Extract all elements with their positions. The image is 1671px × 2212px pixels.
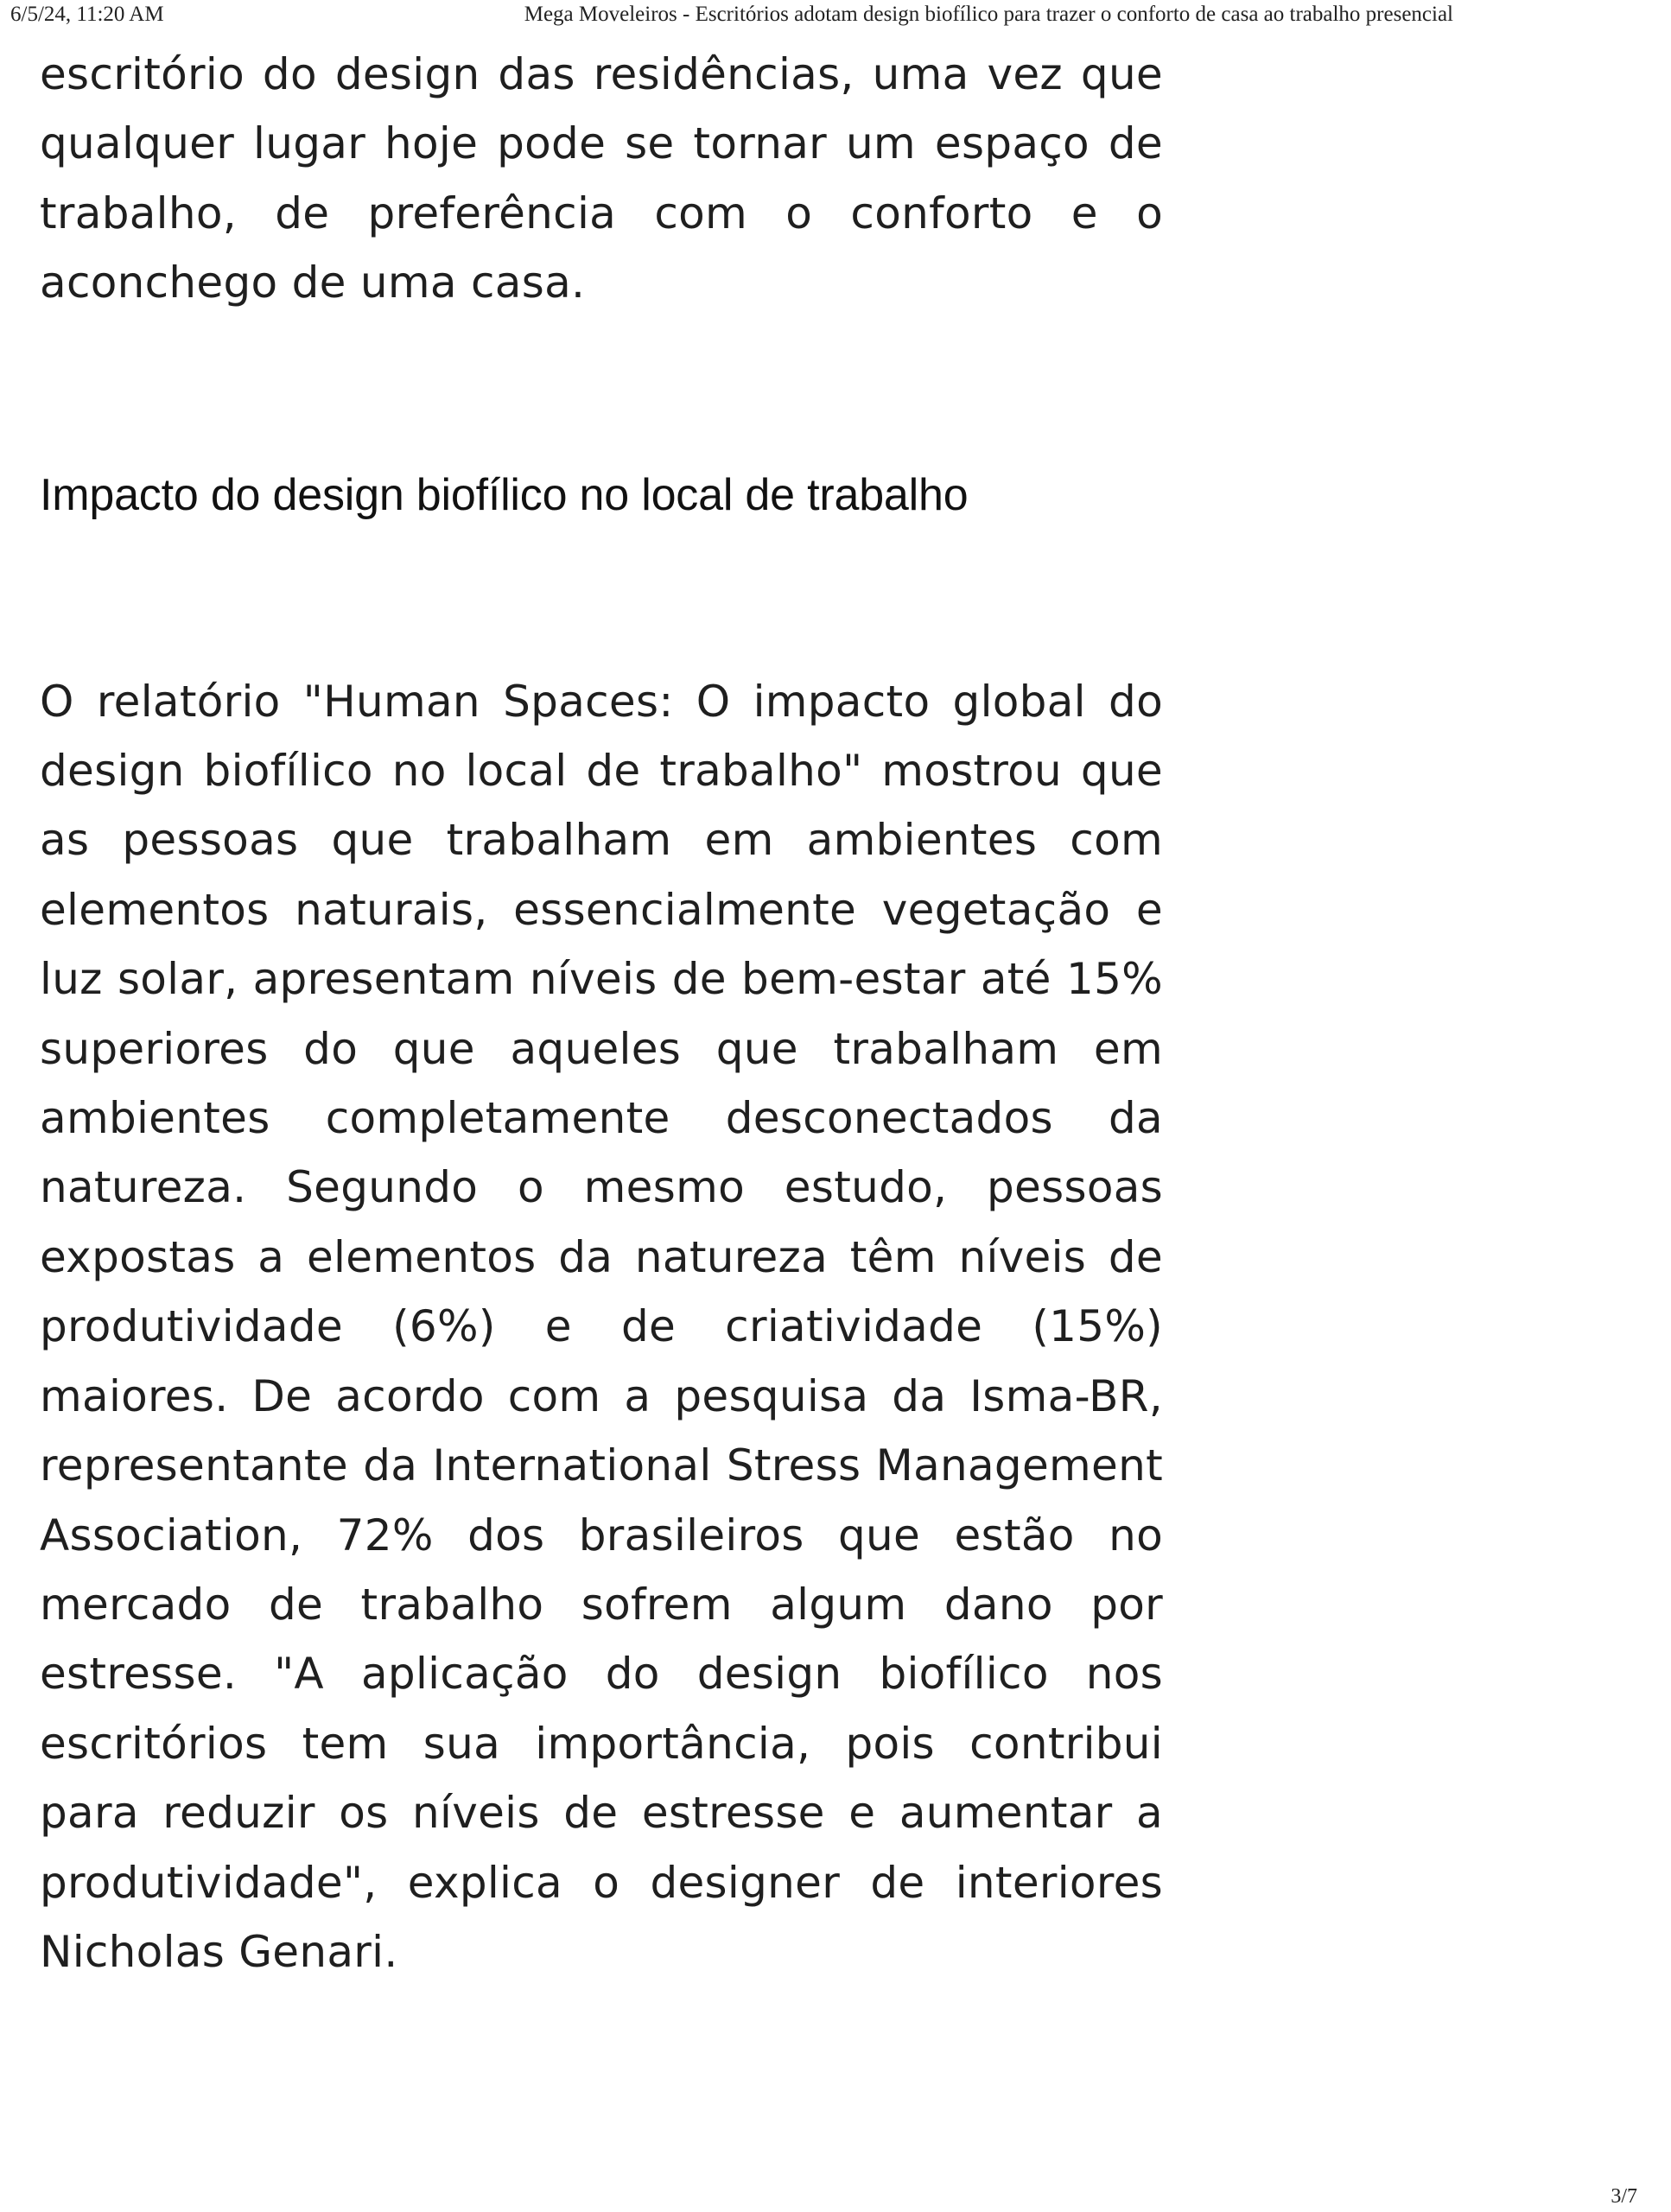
print-header [0,0,1671,35]
article-body [40,35,1163,1986]
document-title: Mega Moveleiros - Escritórios adotam design biofílico para trazer o conforto de casa ao trabalho presencial [524,3,1453,26]
article-paragraph-study: O relatório "Human Spaces: O impacto global do design biofílico no local de trabalho" mostrou que as pessoas que trabalham em ambientes com elementos naturais, essencialmente vegetação e luz solar, apresentam níveis de bem-estar até 15% superiores do que aqueles que trabalham em ambientes completamente desconectados da natureza. Segundo o mesmo estudo, pessoas expostas a elementos da natureza têm níveis de produtividade (6%) e de criatividade (15%) maiores. De acordo com a pesquisa da Isma-BR, representante da International Stress Management Association, 72% dos brasileiros que estão no mercado de trabalho sofrem algum dano por estresse. "A aplicação do design biofílico nos escritórios tem sua importância, pois contribui para reduzir os níveis de estresse e aumentar a produtividade", explica o designer de interiores Nicholas Genari. [40,676,1163,1977]
section-heading: Impacto do design biofílico no local de trabalho [40,469,969,520]
article-paragraph-intro: escritório do design das residências, uma vez que qualquer lugar hoje pode se tornar um espaço de trabalho, de preferência com o conforto e o aconchego de uma casa. [40,49,1163,308]
print-date: 6/5/24, 11:20 AM [10,3,164,26]
page-number: 3/7 [1611,2185,1637,2208]
